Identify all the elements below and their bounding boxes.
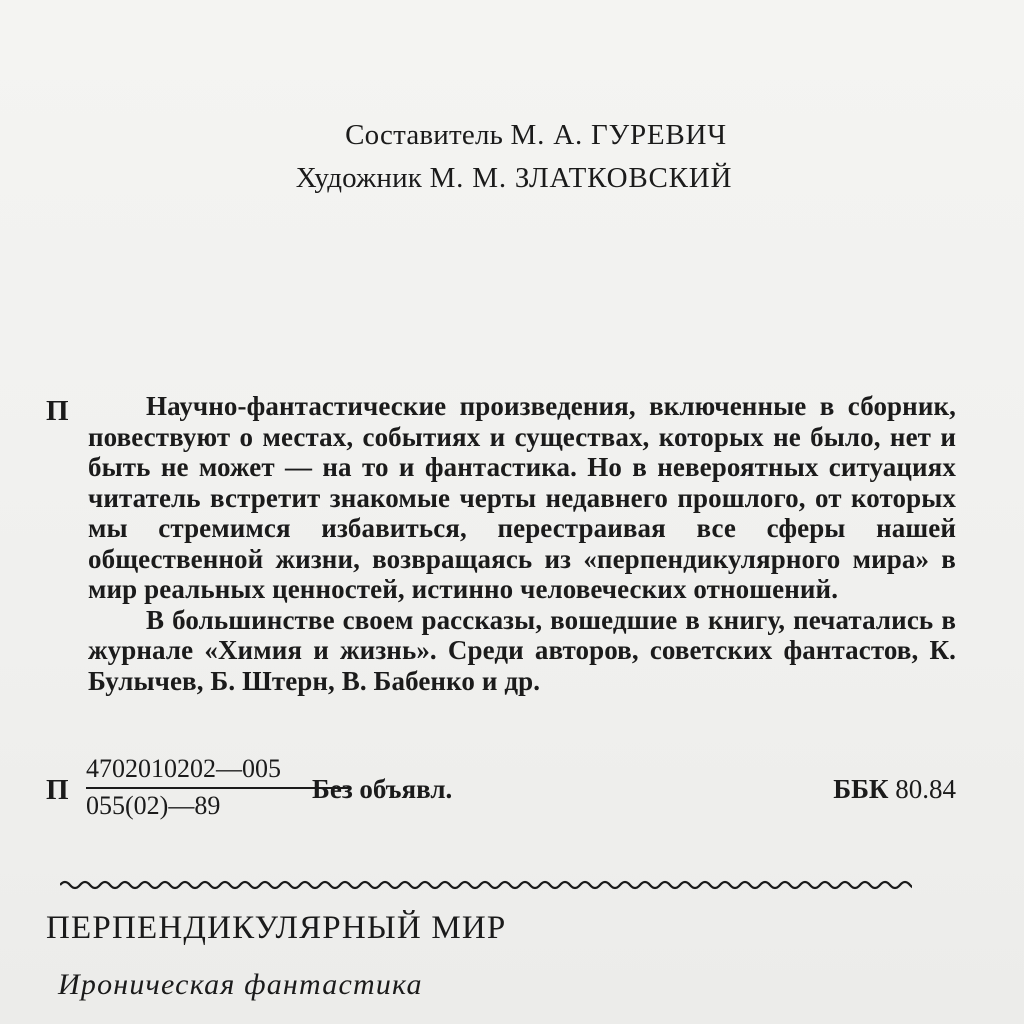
artist-role: Художник [295,162,423,194]
catalog-fraction [86,752,348,823]
compiler-line [0,114,1024,157]
abstract-paragraph-2: В большинстве своем рассказы, вошедшие в книгу, печатались в журнале «Химия и жизнь». Среди авторов, советских фантастов, К. Булычев, Б. Штерн, В. Бабенко и др. [88,604,956,696]
price-note: Без объявл. [312,774,453,804]
artist-line [0,157,1024,200]
compiler-role: Составитель [345,119,504,151]
abstract-paragraph-1: Научно-фантастические произведения, включенные в сборник, повествуют о местах, событиях и существах, которых не было, нет и быть не может — на то и фантастика. Но в невероятных ситуациях читатель встретит знакомые черты недавнего прошлого, от которых мы стремимся избавиться, перестраивая все сферы нашей общественной жизни, возвращаясь из «перпендикулярного мира» в мир реальных ценностей, истинно человеческих отношений. [88,391,956,604]
abstract-text [88,391,956,696]
credits-block [0,114,1024,200]
bbk-code [833,774,956,805]
book-subtitle: Ироническая фантастика [58,968,423,1001]
catalog-code-block [46,752,956,832]
wavy-divider [60,878,912,892]
bbk-label: ББК [833,774,889,804]
catalog-denominator: 055(02)—89 [86,791,221,820]
catalog-numerator: 4702010202—005 [86,752,348,789]
book-title: ПЕРПЕНДИКУЛЯРНЫЙ МИР [46,910,507,946]
compiler-name: М. А. ГУРЕВИЧ [510,119,727,151]
index-mark: П [46,395,69,427]
bbk-value: 80.84 [895,774,956,804]
catalog-letter: П [46,774,69,806]
artist-name: М. М. ЗЛАТКОВСКИЙ [429,162,733,194]
